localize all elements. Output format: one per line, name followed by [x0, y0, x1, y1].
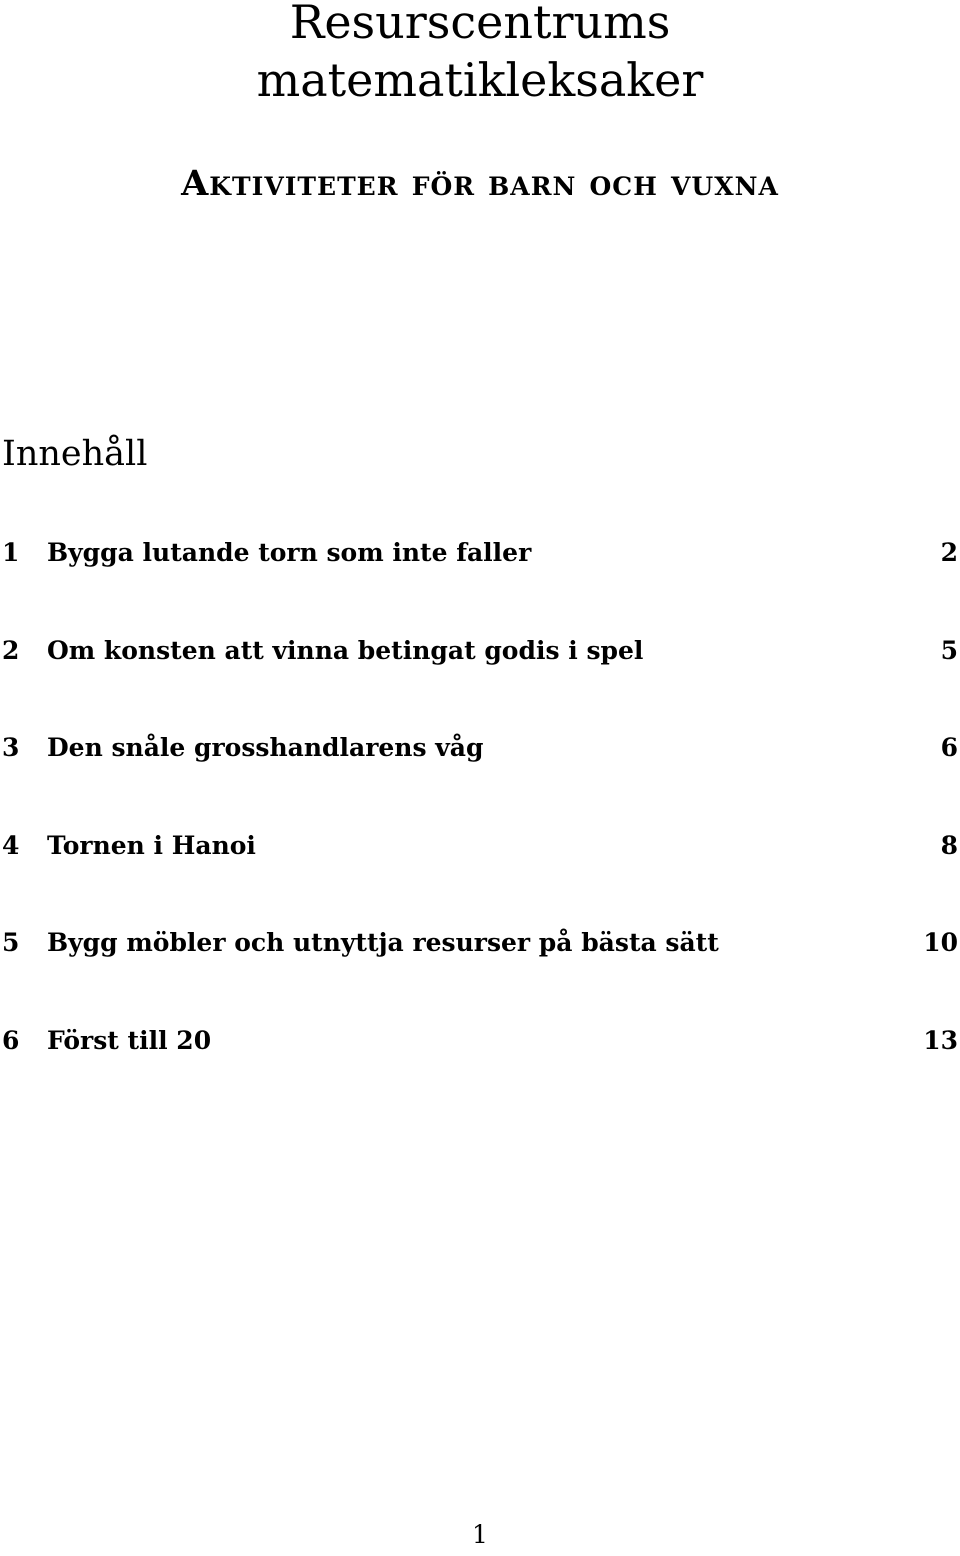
toc-entry-number: 4 [2, 831, 20, 860]
toc-entry-page: 5 [940, 636, 958, 665]
toc-heading: Innehåll [2, 434, 148, 474]
page-number: 1 [472, 1520, 488, 1549]
toc-entry[interactable] [0, 533, 960, 573]
toc-entry-number: 6 [2, 1026, 20, 1055]
document-title-line-2: matematikleksaker [256, 53, 704, 107]
toc-entry-title[interactable]: Den snåle grosshandlarens våg [47, 733, 484, 762]
toc-entry[interactable] [0, 631, 960, 671]
toc-entry-page: 6 [940, 733, 958, 762]
toc-entry-title[interactable]: Tornen i Hanoi [47, 831, 256, 860]
toc-entry-number: 5 [2, 928, 20, 957]
document-subtitle: Aktiviteter för barn och vuxna [181, 163, 779, 204]
toc-entry-title[interactable]: Först till 20 [47, 1026, 212, 1055]
toc-entry-title[interactable]: Bygga lutande torn som inte faller [47, 538, 532, 567]
toc-entry-page: 10 [923, 928, 958, 957]
toc-entry-number: 1 [2, 538, 20, 567]
toc-entry-page: 13 [923, 1026, 958, 1055]
toc-entry[interactable] [0, 728, 960, 768]
toc-entry-page: 8 [940, 831, 958, 860]
toc-entry-title[interactable]: Om konsten att vinna betingat godis i spel [47, 636, 644, 665]
toc-entry[interactable] [0, 826, 960, 866]
toc-entry-page: 2 [940, 538, 958, 567]
toc-entry-title[interactable]: Bygg möbler och utnyttja resurser på bästa sätt [47, 928, 719, 957]
toc-entry[interactable] [0, 1021, 960, 1061]
toc-entry-number: 2 [2, 636, 20, 665]
document-title-line-1: Resurscentrums [289, 0, 671, 49]
toc-entry[interactable] [0, 923, 960, 963]
toc-entry-number: 3 [2, 733, 20, 762]
